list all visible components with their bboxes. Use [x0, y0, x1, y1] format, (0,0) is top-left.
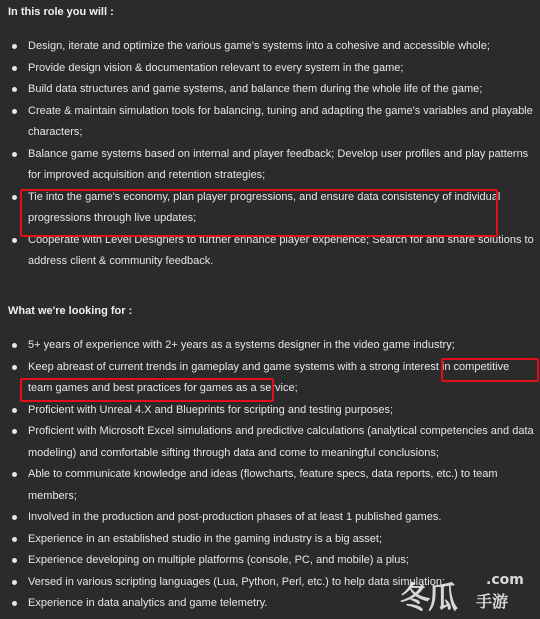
list-item-text: Keep abreast of current trends in gameplay and game systems with a strong interest in competitive team games and best practices for games as a service;	[28, 360, 510, 394]
bullet-icon	[12, 472, 17, 477]
role-list	[0, 36, 540, 273]
bullet-icon	[12, 558, 17, 563]
list-item-text: Build data structures and game systems, and balance them during the whole life of the game;	[28, 83, 483, 95]
list-item	[0, 187, 540, 230]
list-item-text: Proficient with Microsoft Excel simulations and predictive calculations (analytical competencies and data modeling) and comfortable sifting through data and come to meaningful conclusions;	[28, 425, 534, 459]
watermark-logo	[400, 571, 532, 616]
list-item-text: Create & maintain simulation tools for balancing, tuning and adapting the game's variables and playable characters;	[28, 104, 533, 138]
bullet-icon	[12, 87, 17, 92]
list-item	[0, 144, 540, 187]
watermark-domain: .com	[486, 572, 524, 588]
list-item	[0, 421, 540, 464]
list-item-text: Cooperate with Level Designers to further enhance player experience; Search for and share solutions to address client & community feedback.	[28, 233, 534, 267]
list-item	[0, 79, 540, 101]
bullet-icon	[12, 365, 17, 370]
bullet-icon	[12, 44, 17, 49]
list-item	[0, 335, 540, 357]
bullet-icon	[12, 343, 17, 348]
bullet-icon	[12, 109, 17, 114]
bullet-icon	[12, 238, 17, 243]
watermark-subtitle: 手游	[476, 592, 509, 611]
watermark-logo-text: 冬瓜	[400, 581, 456, 616]
list-item-text: Provide design vision & documentation relevant to every system in the game;	[28, 61, 404, 74]
list-item-text: Experience in data analytics and game telemetry.	[28, 597, 268, 609]
bullet-icon	[12, 601, 17, 606]
list-item-text: Experience in an established studio in the gaming industry is a big asset;	[28, 532, 383, 545]
section-heading-role: In this role you will :	[8, 6, 114, 18]
list-item-text: Versed in various scripting languages (Lua, Python, Perl, etc.) to help data simulation;	[28, 575, 446, 588]
bullet-icon	[12, 408, 17, 413]
list-item	[0, 529, 540, 551]
list-item-text: 5+ years of experience with 2+ years as a systems designer in the video game industry;	[28, 339, 455, 351]
list-item	[0, 357, 540, 400]
list-item-text: Experience developing on multiple platforms (console, PC, and mobile) a plus;	[28, 554, 409, 566]
list-item-text: Proficient with Unreal 4.X and Blueprints for scripting and testing purposes;	[28, 403, 394, 416]
list-item-text: Tie into the game's economy, plan player progressions, and ensure data consistency of individual progressions through live updates;	[28, 190, 501, 224]
bullet-icon	[12, 66, 17, 71]
list-item	[0, 58, 540, 80]
bullet-icon	[12, 580, 17, 585]
list-item-text: Design, iterate and optimize the various game's systems into a cohesive and accessible whole;	[28, 40, 490, 52]
bullet-icon	[12, 537, 17, 542]
list-item	[0, 36, 540, 58]
bullet-icon	[12, 429, 17, 434]
bullet-icon	[12, 195, 17, 200]
list-item	[0, 464, 540, 507]
list-item	[0, 550, 540, 572]
section-heading-requirements: What we're looking for :	[8, 305, 133, 317]
list-item-text: Balance game systems based on internal and player feedback; Develop user profiles and play patterns for improved acquisition and retention strategies;	[28, 147, 529, 181]
list-item-text: Able to communicate knowledge and ideas (flowcharts, feature specs, data reports, etc.) to team members;	[28, 468, 498, 502]
list-item	[0, 230, 540, 273]
list-item-text: Involved in the production and post-production phases of at least 1 published games.	[28, 511, 442, 523]
list-item	[0, 507, 540, 529]
bullet-icon	[12, 152, 17, 157]
list-item	[0, 400, 540, 422]
list-item	[0, 101, 540, 144]
bullet-icon	[12, 515, 17, 520]
